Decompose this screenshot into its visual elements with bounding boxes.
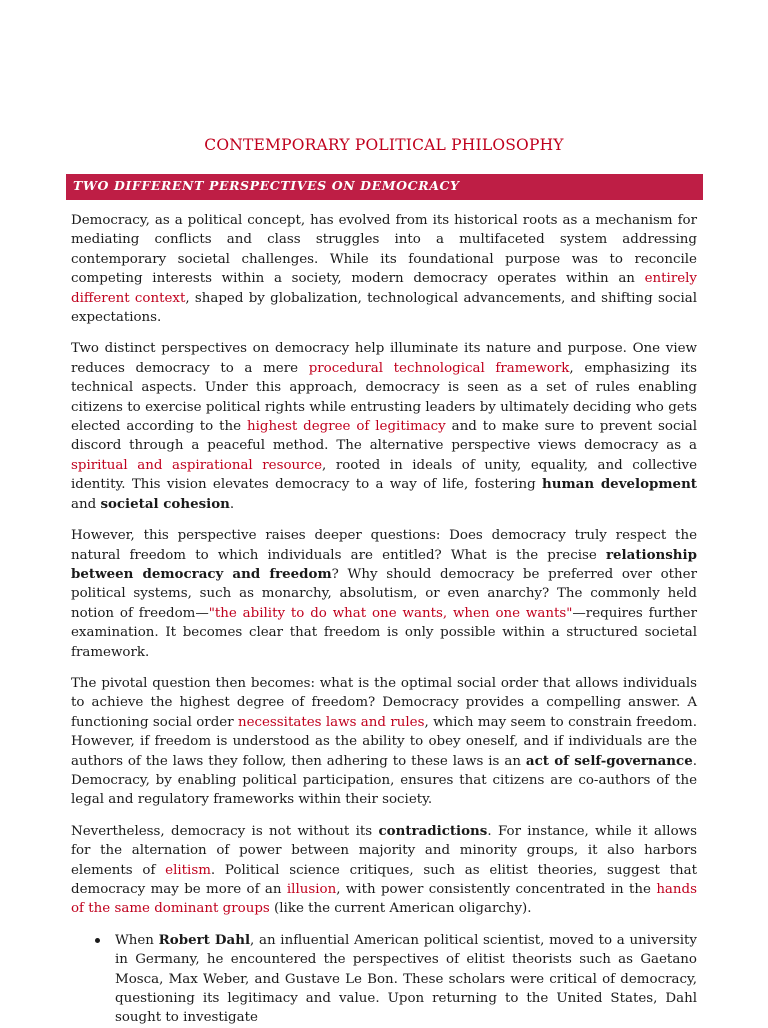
bullet-icon	[95, 938, 100, 943]
highlight-text: entirely different context	[71, 271, 697, 306]
paragraph-4	[71, 674, 697, 810]
text-run: Democracy, as a political concept, has evolved from its historical roots as a mechanism for mediating conflicts and class struggles into a multifaceted system addressing contemporary societal challenges. While its foundational purpose was to reconcile competing interests within a society, modern democracy operates within an	[71, 213, 697, 287]
paragraph-3	[71, 526, 697, 662]
page-title: CONTEMPORARY POLITICAL PHILOSOPHY	[204, 136, 564, 154]
text-run: and to make sure to prevent social discord through a peaceful method. The alternative perspective views democracy as a	[71, 419, 698, 454]
highlight-text: highest degree of legitimacy	[246, 419, 446, 435]
paragraph-5	[71, 822, 697, 919]
text-run: , shaped by globalization, technological advancements, and shifting social expectations.	[71, 290, 697, 326]
text-run: , emphasizing its technical aspects. Under this approach, democracy is seen as a set of rules enabling citizens to exercise political rights while entrusting leaders by ultimately deciding who gets elected according to the	[71, 360, 697, 435]
section-heading: TWO DIFFERENT PERSPECTIVES ON DEMOCRACY	[73, 178, 460, 193]
bold-text: act of self-governance	[525, 752, 693, 769]
text-run: . Political science critiques, such as elitist theories, suggest that democracy may be more of an	[71, 862, 698, 897]
text-run: The pivotal question then becomes: what is the optimal social order that allows individuals to achieve the highest degree of freedom? Democracy provides a compelling answer. A functioning social order	[71, 675, 697, 730]
bullet-list	[71, 931, 697, 1028]
highlight-text: procedural technological framework	[308, 360, 570, 376]
text-run: ? Why should democracy be preferred over other political systems, such as monarchy, absolutism, or even anarchy? The commonly held notion of freedom—	[71, 566, 698, 621]
paragraph-1	[71, 211, 697, 327]
text-run: —requires further examination. It becomes clear that freedom is only possible within a structured societal framework.	[71, 605, 697, 660]
document-body	[71, 211, 697, 1028]
text-run: Nevertheless, democracy is not without its	[71, 823, 379, 839]
text-run: .	[229, 496, 235, 512]
text-run: , with power consistently concentrated in the	[336, 882, 657, 897]
bold-text: relationship between democracy and freedom	[71, 546, 697, 582]
text-run: (like the current American oligarchy).	[269, 901, 532, 917]
text-run: Two distinct perspectives on democracy help illuminate its nature and purpose. One view reduces democracy to a mere	[71, 341, 697, 376]
highlight-text: "the ability to do what one wants, when one wants"	[208, 605, 573, 621]
section-heading-banner	[66, 174, 703, 200]
text-run: and	[71, 496, 101, 512]
bold-text: contradictions	[378, 822, 488, 839]
text-run: . For instance, while it allows for the alternation of power between majority and minority groups, it also harbors elements of	[71, 823, 697, 878]
bold-text: human development	[542, 476, 697, 493]
text-run: . Democracy, by enabling political participation, ensures that citizens are co-authors of the legal and regulatory frameworks within their society.	[71, 753, 697, 808]
text-run: However, this perspective raises deeper questions: Does democracy truly respect the natural freedom to which individuals are entitled? What is the precise	[71, 528, 697, 563]
highlight-text: illusion	[286, 882, 337, 897]
text-run: , an influential American political scientist, moved to a university in Germany, he encountered the perspectives of elitist theorists such as Gaetano Mosca, Max Weber, and Gustave Le Bon. These scholars were critical of democracy, questioning its legitimacy and value. Upon returning to the United States, Dahl sought to investigate	[115, 932, 697, 1026]
highlight-text: spiritual and aspirational resource	[71, 457, 322, 473]
highlight-text: necessitates laws and rules	[237, 714, 425, 730]
text-run: When	[115, 932, 159, 948]
text-run: , rooted in ideals of unity, equality, and collective identity. This vision elevates democracy to a way of life, fostering	[71, 457, 697, 493]
bold-text: Robert Dahl	[158, 931, 251, 948]
highlight-text: elitism	[165, 862, 211, 878]
bold-text: societal cohesion	[100, 495, 230, 512]
paragraph-2	[71, 339, 697, 514]
text-run: , which may seem to constrain freedom. However, if freedom is understood as the ability to obey oneself, and if individuals are the authors of the laws they follow, then adhering to these laws is an	[71, 714, 697, 769]
highlight-text: hands of the same dominant groups	[71, 882, 697, 917]
list-item	[115, 931, 697, 1028]
